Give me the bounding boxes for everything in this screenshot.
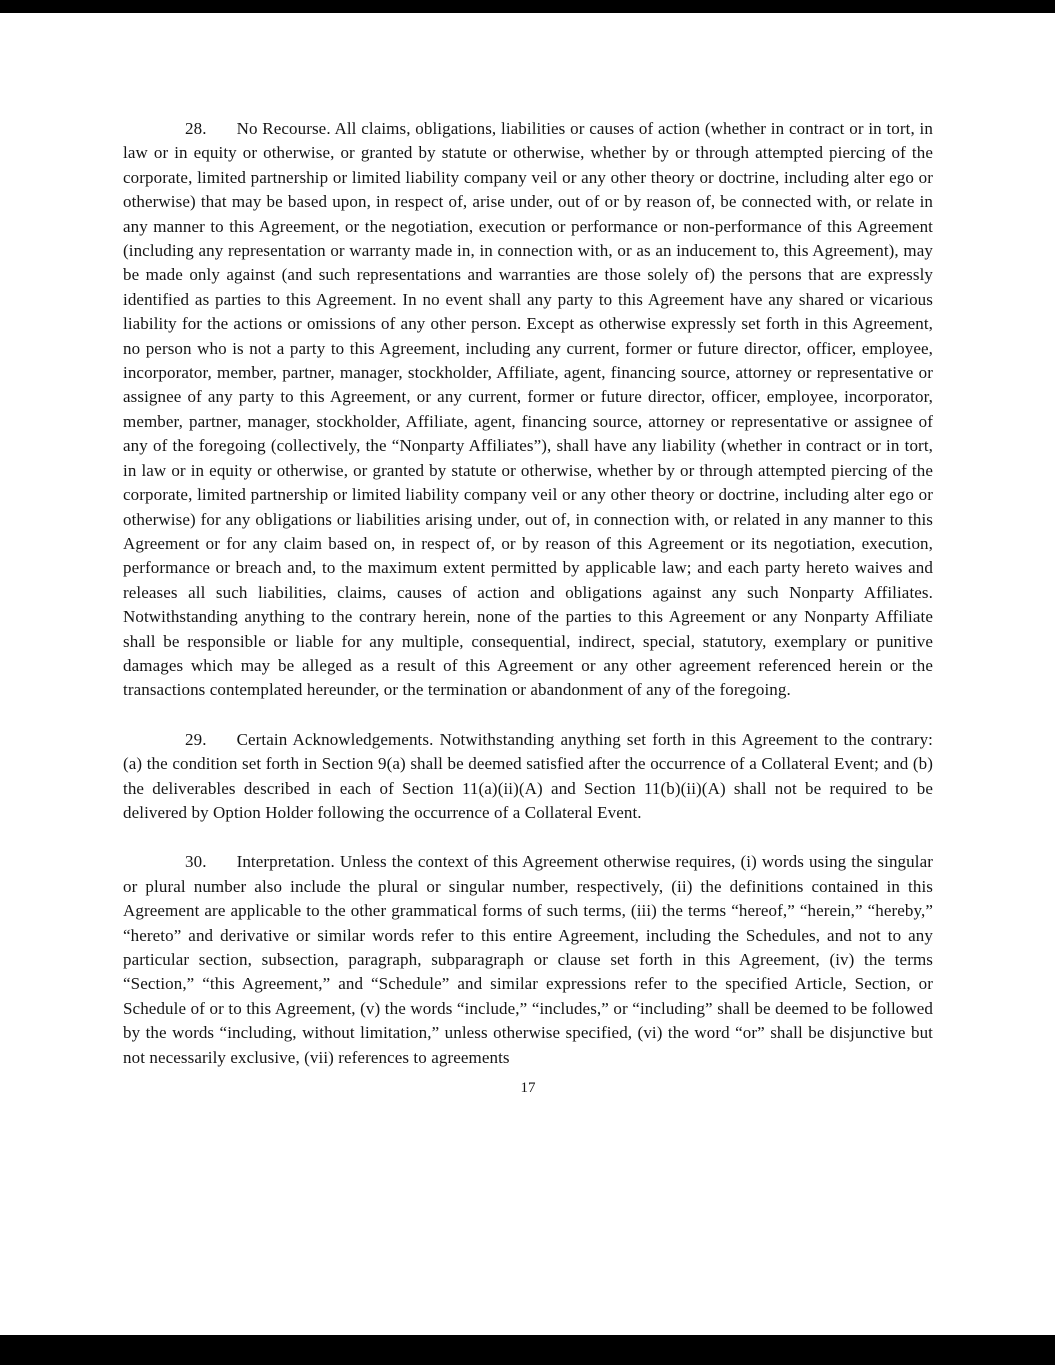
paragraph-number: 28. <box>185 119 207 138</box>
scan-edge-top <box>0 0 1055 13</box>
paragraph-body: Unless the context of this Agreement otherwise requires, (i) words using the singular or plural number also include the plural or singular number, respectively, (ii) the definitions contained in this Agreement are applicable to the other grammatical forms of such terms, (iii) the terms “hereof,” “herein,” “hereby,” “hereto” and derivative or similar words refer to this entire Agreement, including the Schedules, and not to any particular section, subsection, paragraph, subparagraph or clause set forth in this Agreement, (iv) the terms “Section,” “this Agreement,” and “Schedule” and similar expressions refer to the specified Article, Section, or Schedule of or to this Agreement, (v) the words “include,” “includes,” or “including” shall be deemed to be followed by the words “including, without limitation,” unless otherwise specified, (vi) the word “or” shall be disjunctive but not necessarily exclusive, (vii) references to agreements <box>123 852 933 1067</box>
paragraph-30 <box>123 850 933 1070</box>
paragraph-number: 29. <box>185 729 207 749</box>
paragraph-heading: Certain Acknowledgements. <box>236 729 434 749</box>
document-page <box>123 117 933 1098</box>
paragraph-body: All claims, obligations, liabilities or causes of action (whether in contract or in tort, in law or in equity or otherwise, or granted by statute or otherwise, whether by or through attempted piercing of the corporate, limited partnership or limited liability company veil or any other theory or doctrine, including alter ego or otherwise) that may be based upon, in respect of, arise under, out of or by reason of, be connected with, or relate in any manner to this Agreement, or the negotiation, execution or performance or non-performance of this Agreement (including any representation or warranty made in, in connection with, or as an inducement to, this Agreement), may be made only against (and such representations and warranties are those solely of) the persons that are expressly identified as parties to this Agreement. In no event shall any party to this Agreement have any shared or vicarious liability for the actions or omissions of any other person. Except as otherwise expressly set forth in this Agreement, no person who is not a party to this Agreement, including any current, former or future director, officer, employee, incorporator, member, partner, manager, stockholder, Affiliate, agent, financing source, attorney or representative or assignee of any party to this Agreement, or any current, former or future director, officer, employee, incorporator, member, partner, manager, stockholder, Affiliate, agent, financing source, attorney or representative or assignee of any of the foregoing (collectively, the “Nonparty Affiliates”), shall have any liability (whether in contract or in tort, in law or in equity or otherwise, or granted by statute or otherwise, whether by or through attempted piercing of the corporate, limited partnership or limited liability company veil or any other theory or doctrine, including alter ego or otherwise) for any obligations or liabilities arising under, out of, in connection with, or related in any manner to this Agreement or for any claim based on, in respect of, or by reason of this Agreement or its negotiation, execution, performance or breach and, to the maximum extent permitted by applicable law; and each party hereto waives and releases all such liabilities, claims, causes of action and obligations against any such Nonparty Affiliates. Notwithstanding anything to the contrary herein, none of the parties to this Agreement or any Nonparty Affiliate shall be responsible or liable for any multiple, consequential, indirect, special, statutory, exemplary or punitive damages which may be alleged as a result of this Agreement or any other agreement referenced herein or the transactions contemplated hereunder, or the termination or abandonment of any of the foregoing. <box>123 119 933 700</box>
paragraph-heading: No Recourse. <box>236 119 331 138</box>
paragraph-number: 30. <box>185 852 207 872</box>
paragraph-28 <box>123 117 933 703</box>
page-number: 17 <box>520 1080 536 1097</box>
paragraph-29 <box>123 728 933 826</box>
paragraph-heading: Interpretation. <box>236 852 335 872</box>
scan-edge-bottom <box>0 1335 1055 1365</box>
paragraph-body: Notwithstanding anything set forth in this Agreement to the contrary: (a) the condition set forth in Section 9(a) shall be deemed satisfied after the occurrence of a Collateral Event; and (b) the deliverables described in each of Section 11(a)(ii)(A) and Section 11(b)(ii)(A) shall not be required to be delivered by Option Holder following the occurrence of a Collateral Event. <box>123 729 933 822</box>
